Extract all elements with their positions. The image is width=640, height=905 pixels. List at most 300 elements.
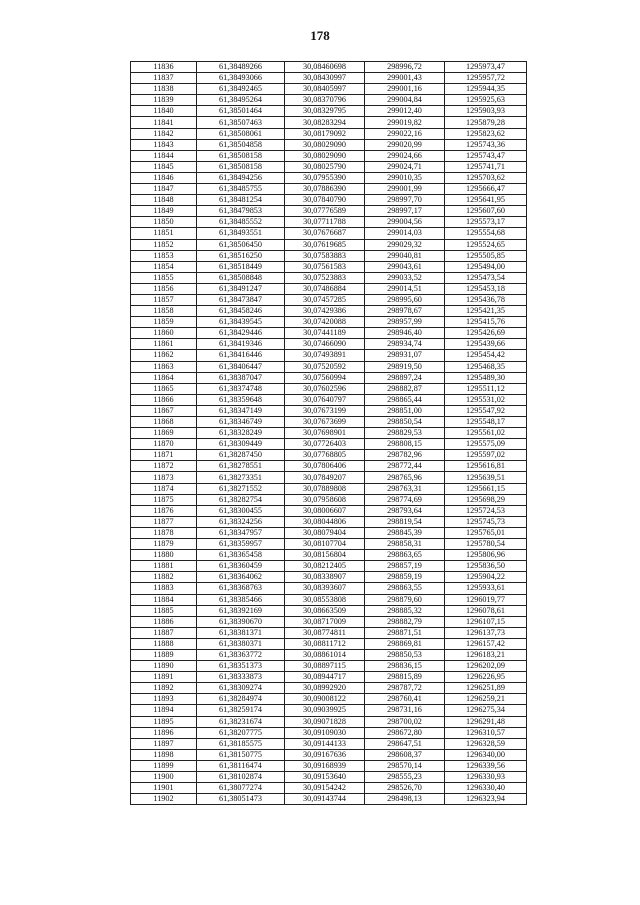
y-coordinate-cell: 1295439,66: [445, 339, 527, 350]
longitude-cell: 30,08430997: [285, 73, 365, 84]
point-number-cell: 11902: [131, 794, 197, 805]
x-coordinate-cell: 298829,53: [365, 428, 445, 439]
table-row: [131, 328, 527, 339]
point-number-cell: 11882: [131, 572, 197, 583]
latitude-cell: 61,38439545: [197, 317, 285, 328]
coordinates-table-body: [131, 62, 527, 805]
y-coordinate-cell: 1295745,73: [445, 516, 527, 527]
x-coordinate-cell: 299019,82: [365, 117, 445, 128]
y-coordinate-cell: 1295547,92: [445, 405, 527, 416]
y-coordinate-cell: 1295639,51: [445, 472, 527, 483]
y-coordinate-cell: 1295904,22: [445, 572, 527, 583]
point-number-cell: 11837: [131, 73, 197, 84]
y-coordinate-cell: 1295879,28: [445, 117, 527, 128]
latitude-cell: 61,38363772: [197, 649, 285, 660]
latitude-cell: 61,38150775: [197, 749, 285, 760]
point-number-cell: 11873: [131, 472, 197, 483]
y-coordinate-cell: 1295903,93: [445, 106, 527, 117]
longitude-cell: 30,09039925: [285, 705, 365, 716]
longitude-cell: 30,08283294: [285, 117, 365, 128]
y-coordinate-cell: 1295494,00: [445, 261, 527, 272]
longitude-cell: 30,07520592: [285, 361, 365, 372]
latitude-cell: 61,38231674: [197, 716, 285, 727]
latitude-cell: 61,38324256: [197, 516, 285, 527]
longitude-cell: 30,07619685: [285, 239, 365, 250]
x-coordinate-cell: 298995,60: [365, 294, 445, 305]
x-coordinate-cell: 299004,84: [365, 95, 445, 106]
y-coordinate-cell: 1295641,95: [445, 195, 527, 206]
coordinates-table: [130, 61, 527, 805]
x-coordinate-cell: 298498,13: [365, 794, 445, 805]
table-row: [131, 106, 527, 117]
y-coordinate-cell: 1296107,15: [445, 616, 527, 627]
table-row: [131, 117, 527, 128]
x-coordinate-cell: 299014,03: [365, 228, 445, 239]
table-row: [131, 772, 527, 783]
x-coordinate-cell: 298672,80: [365, 727, 445, 738]
table-row: [131, 627, 527, 638]
point-number-cell: 11867: [131, 405, 197, 416]
point-number-cell: 11895: [131, 716, 197, 727]
table-row: [131, 616, 527, 627]
x-coordinate-cell: 298793,64: [365, 505, 445, 516]
table-row: [131, 705, 527, 716]
point-number-cell: 11892: [131, 683, 197, 694]
y-coordinate-cell: 1295607,60: [445, 206, 527, 217]
table-row: [131, 505, 527, 516]
x-coordinate-cell: 298808,15: [365, 439, 445, 450]
table-row: [131, 195, 527, 206]
latitude-cell: 61,38051473: [197, 794, 285, 805]
point-number-cell: 11851: [131, 228, 197, 239]
latitude-cell: 61,38273351: [197, 472, 285, 483]
x-coordinate-cell: 299024,66: [365, 150, 445, 161]
latitude-cell: 61,38346749: [197, 417, 285, 428]
x-coordinate-cell: 298919,50: [365, 361, 445, 372]
x-coordinate-cell: 299024,71: [365, 161, 445, 172]
point-number-cell: 11868: [131, 417, 197, 428]
longitude-cell: 30,08717009: [285, 616, 365, 627]
longitude-cell: 30,07640797: [285, 394, 365, 405]
x-coordinate-cell: 298997,70: [365, 195, 445, 206]
latitude-cell: 61,38416446: [197, 350, 285, 361]
x-coordinate-cell: 298760,41: [365, 694, 445, 705]
longitude-cell: 30,09144133: [285, 738, 365, 749]
latitude-cell: 61,38333873: [197, 672, 285, 683]
latitude-cell: 61,38473847: [197, 294, 285, 305]
longitude-cell: 30,09008122: [285, 694, 365, 705]
latitude-cell: 61,38380371: [197, 638, 285, 649]
table-row: [131, 716, 527, 727]
y-coordinate-cell: 1295780,54: [445, 539, 527, 550]
x-coordinate-cell: 298763,31: [365, 483, 445, 494]
y-coordinate-cell: 1295741,71: [445, 161, 527, 172]
y-coordinate-cell: 1295548,17: [445, 417, 527, 428]
longitude-cell: 30,08029090: [285, 150, 365, 161]
x-coordinate-cell: 299012,40: [365, 106, 445, 117]
y-coordinate-cell: 1295661,15: [445, 483, 527, 494]
point-number-cell: 11865: [131, 383, 197, 394]
latitude-cell: 61,38351373: [197, 661, 285, 672]
latitude-cell: 61,38494256: [197, 172, 285, 183]
x-coordinate-cell: 298865,44: [365, 394, 445, 405]
x-coordinate-cell: 299029,32: [365, 239, 445, 250]
point-number-cell: 11888: [131, 638, 197, 649]
table-row: [131, 794, 527, 805]
table-row: [131, 62, 527, 73]
point-number-cell: 11863: [131, 361, 197, 372]
x-coordinate-cell: 299022,16: [365, 128, 445, 139]
y-coordinate-cell: 1295554,68: [445, 228, 527, 239]
point-number-cell: 11870: [131, 439, 197, 450]
table-row: [131, 539, 527, 550]
y-coordinate-cell: 1296310,57: [445, 727, 527, 738]
point-number-cell: 11878: [131, 527, 197, 538]
point-number-cell: 11886: [131, 616, 197, 627]
x-coordinate-cell: 298819,54: [365, 516, 445, 527]
latitude-cell: 61,38491247: [197, 283, 285, 294]
longitude-cell: 30,08663509: [285, 605, 365, 616]
point-number-cell: 11860: [131, 328, 197, 339]
table-row: [131, 383, 527, 394]
longitude-cell: 30,07583883: [285, 250, 365, 261]
point-number-cell: 11872: [131, 461, 197, 472]
table-row: [131, 306, 527, 317]
x-coordinate-cell: 299014,51: [365, 283, 445, 294]
table-row: [131, 339, 527, 350]
longitude-cell: 30,07955390: [285, 172, 365, 183]
y-coordinate-cell: 1296157,42: [445, 638, 527, 649]
latitude-cell: 61,38365458: [197, 550, 285, 561]
table-row: [131, 128, 527, 139]
longitude-cell: 30,07806406: [285, 461, 365, 472]
latitude-cell: 61,38328249: [197, 428, 285, 439]
point-number-cell: 11879: [131, 539, 197, 550]
point-number-cell: 11891: [131, 672, 197, 683]
point-number-cell: 11858: [131, 306, 197, 317]
latitude-cell: 61,38368763: [197, 583, 285, 594]
longitude-cell: 30,07673699: [285, 417, 365, 428]
point-number-cell: 11859: [131, 317, 197, 328]
latitude-cell: 61,38392169: [197, 605, 285, 616]
longitude-cell: 30,07493891: [285, 350, 365, 361]
table-row: [131, 638, 527, 649]
latitude-cell: 61,38360459: [197, 561, 285, 572]
y-coordinate-cell: 1296330,40: [445, 783, 527, 794]
table-row: [131, 683, 527, 694]
y-coordinate-cell: 1295724,53: [445, 505, 527, 516]
x-coordinate-cell: 298978,67: [365, 306, 445, 317]
latitude-cell: 61,38485552: [197, 217, 285, 228]
x-coordinate-cell: 298700,02: [365, 716, 445, 727]
longitude-cell: 30,07768805: [285, 450, 365, 461]
table-row: [131, 317, 527, 328]
longitude-cell: 30,07602596: [285, 383, 365, 394]
longitude-cell: 30,08553808: [285, 594, 365, 605]
point-number-cell: 11885: [131, 605, 197, 616]
latitude-cell: 61,38492465: [197, 84, 285, 95]
point-number-cell: 11901: [131, 783, 197, 794]
x-coordinate-cell: 298647,51: [365, 738, 445, 749]
longitude-cell: 30,09168939: [285, 760, 365, 771]
latitude-cell: 61,38102874: [197, 772, 285, 783]
longitude-cell: 30,07726403: [285, 439, 365, 450]
table-row: [131, 760, 527, 771]
point-number-cell: 11898: [131, 749, 197, 760]
longitude-cell: 30,08212405: [285, 561, 365, 572]
point-number-cell: 11887: [131, 627, 197, 638]
x-coordinate-cell: 298869,81: [365, 638, 445, 649]
y-coordinate-cell: 1296339,56: [445, 760, 527, 771]
y-coordinate-cell: 1295973,47: [445, 62, 527, 73]
point-number-cell: 11848: [131, 195, 197, 206]
longitude-cell: 30,08774811: [285, 627, 365, 638]
point-number-cell: 11899: [131, 760, 197, 771]
x-coordinate-cell: 298997,17: [365, 206, 445, 217]
y-coordinate-cell: 1295575,09: [445, 439, 527, 450]
longitude-cell: 30,07889808: [285, 483, 365, 494]
table-row: [131, 594, 527, 605]
y-coordinate-cell: 1296291,48: [445, 716, 527, 727]
y-coordinate-cell: 1295743,36: [445, 139, 527, 150]
x-coordinate-cell: 298765,96: [365, 472, 445, 483]
y-coordinate-cell: 1295531,02: [445, 394, 527, 405]
table-row: [131, 350, 527, 361]
latitude-cell: 61,38508061: [197, 128, 285, 139]
x-coordinate-cell: 299001,99: [365, 184, 445, 195]
table-row: [131, 261, 527, 272]
table-row: [131, 417, 527, 428]
latitude-cell: 61,38309274: [197, 683, 285, 694]
longitude-cell: 30,08370796: [285, 95, 365, 106]
y-coordinate-cell: 1295426,69: [445, 328, 527, 339]
x-coordinate-cell: 299033,52: [365, 272, 445, 283]
latitude-cell: 61,38518449: [197, 261, 285, 272]
latitude-cell: 61,38347957: [197, 527, 285, 538]
y-coordinate-cell: 1295698,29: [445, 494, 527, 505]
table-row: [131, 84, 527, 95]
y-coordinate-cell: 1296340,00: [445, 749, 527, 760]
latitude-cell: 61,38259174: [197, 705, 285, 716]
point-number-cell: 11874: [131, 483, 197, 494]
y-coordinate-cell: 1295421,35: [445, 306, 527, 317]
y-coordinate-cell: 1295573,17: [445, 217, 527, 228]
y-coordinate-cell: 1295666,47: [445, 184, 527, 195]
table-row: [131, 217, 527, 228]
longitude-cell: 30,09143744: [285, 794, 365, 805]
latitude-cell: 61,38287450: [197, 450, 285, 461]
y-coordinate-cell: 1296202,09: [445, 661, 527, 672]
y-coordinate-cell: 1296323,94: [445, 794, 527, 805]
point-number-cell: 11890: [131, 661, 197, 672]
y-coordinate-cell: 1296259,21: [445, 694, 527, 705]
longitude-cell: 30,08405997: [285, 84, 365, 95]
y-coordinate-cell: 1295415,76: [445, 317, 527, 328]
point-number-cell: 11875: [131, 494, 197, 505]
longitude-cell: 30,07886390: [285, 184, 365, 195]
table-row: [131, 95, 527, 106]
point-number-cell: 11857: [131, 294, 197, 305]
x-coordinate-cell: 298934,74: [365, 339, 445, 350]
table-row: [131, 172, 527, 183]
y-coordinate-cell: 1296078,61: [445, 605, 527, 616]
point-number-cell: 11889: [131, 649, 197, 660]
x-coordinate-cell: 298871,51: [365, 627, 445, 638]
point-number-cell: 11876: [131, 505, 197, 516]
longitude-cell: 30,08992920: [285, 683, 365, 694]
point-number-cell: 11855: [131, 272, 197, 283]
longitude-cell: 30,07561583: [285, 261, 365, 272]
latitude-cell: 61,38458246: [197, 306, 285, 317]
latitude-cell: 61,38381371: [197, 627, 285, 638]
x-coordinate-cell: 298608,37: [365, 749, 445, 760]
longitude-cell: 30,08861014: [285, 649, 365, 660]
table-row: [131, 527, 527, 538]
x-coordinate-cell: 298731,16: [365, 705, 445, 716]
point-number-cell: 11864: [131, 372, 197, 383]
x-coordinate-cell: 298526,70: [365, 783, 445, 794]
longitude-cell: 30,08338907: [285, 572, 365, 583]
x-coordinate-cell: 298863,55: [365, 583, 445, 594]
y-coordinate-cell: 1295836,50: [445, 561, 527, 572]
y-coordinate-cell: 1295454,42: [445, 350, 527, 361]
point-number-cell: 11866: [131, 394, 197, 405]
y-coordinate-cell: 1296137,73: [445, 627, 527, 638]
x-coordinate-cell: 298882,79: [365, 616, 445, 627]
longitude-cell: 30,07776589: [285, 206, 365, 217]
latitude-cell: 61,38271552: [197, 483, 285, 494]
latitude-cell: 61,38516250: [197, 250, 285, 261]
longitude-cell: 30,07560994: [285, 372, 365, 383]
point-number-cell: 11852: [131, 239, 197, 250]
point-number-cell: 11844: [131, 150, 197, 161]
table-row: [131, 472, 527, 483]
table-row: [131, 672, 527, 683]
latitude-cell: 61,38390670: [197, 616, 285, 627]
table-row: [131, 550, 527, 561]
page-number: 178: [310, 28, 330, 43]
table-row: [131, 161, 527, 172]
point-number-cell: 11881: [131, 561, 197, 572]
longitude-cell: 30,07958608: [285, 494, 365, 505]
longitude-cell: 30,07429386: [285, 306, 365, 317]
y-coordinate-cell: 1295453,18: [445, 283, 527, 294]
table-row: [131, 583, 527, 594]
table-row: [131, 272, 527, 283]
point-number-cell: 11856: [131, 283, 197, 294]
y-coordinate-cell: 1295468,35: [445, 361, 527, 372]
latitude-cell: 61,38284974: [197, 694, 285, 705]
point-number-cell: 11877: [131, 516, 197, 527]
y-coordinate-cell: 1295823,62: [445, 128, 527, 139]
latitude-cell: 61,38508158: [197, 150, 285, 161]
longitude-cell: 30,09154242: [285, 783, 365, 794]
longitude-cell: 30,08025790: [285, 161, 365, 172]
y-coordinate-cell: 1295436,78: [445, 294, 527, 305]
point-number-cell: 11853: [131, 250, 197, 261]
latitude-cell: 61,38406447: [197, 361, 285, 372]
latitude-cell: 61,38207775: [197, 727, 285, 738]
x-coordinate-cell: 299040,81: [365, 250, 445, 261]
longitude-cell: 30,07486884: [285, 283, 365, 294]
table-row: [131, 139, 527, 150]
point-number-cell: 11880: [131, 550, 197, 561]
latitude-cell: 61,38077274: [197, 783, 285, 794]
y-coordinate-cell: 1296226,95: [445, 672, 527, 683]
x-coordinate-cell: 298897,24: [365, 372, 445, 383]
y-coordinate-cell: 1295616,81: [445, 461, 527, 472]
latitude-cell: 61,38481254: [197, 195, 285, 206]
point-number-cell: 11869: [131, 428, 197, 439]
longitude-cell: 30,08179092: [285, 128, 365, 139]
latitude-cell: 61,38359648: [197, 394, 285, 405]
table-row: [131, 572, 527, 583]
table-row: [131, 405, 527, 416]
point-number-cell: 11900: [131, 772, 197, 783]
longitude-cell: 30,08329795: [285, 106, 365, 117]
latitude-cell: 61,38489266: [197, 62, 285, 73]
table-row: [131, 738, 527, 749]
longitude-cell: 30,08811712: [285, 638, 365, 649]
longitude-cell: 30,07441189: [285, 328, 365, 339]
y-coordinate-cell: 1295925,63: [445, 95, 527, 106]
y-coordinate-cell: 1295489,30: [445, 372, 527, 383]
point-number-cell: 11840: [131, 106, 197, 117]
y-coordinate-cell: 1295944,35: [445, 84, 527, 95]
y-coordinate-cell: 1296275,34: [445, 705, 527, 716]
x-coordinate-cell: 299004,56: [365, 217, 445, 228]
longitude-cell: 30,09109030: [285, 727, 365, 738]
y-coordinate-cell: 1296183,21: [445, 649, 527, 660]
x-coordinate-cell: 298772,44: [365, 461, 445, 472]
x-coordinate-cell: 298885,32: [365, 605, 445, 616]
longitude-cell: 30,08044806: [285, 516, 365, 527]
x-coordinate-cell: 298858,31: [365, 539, 445, 550]
latitude-cell: 61,38387047: [197, 372, 285, 383]
longitude-cell: 30,07849207: [285, 472, 365, 483]
point-number-cell: 11845: [131, 161, 197, 172]
y-coordinate-cell: 1295505,85: [445, 250, 527, 261]
point-number-cell: 11841: [131, 117, 197, 128]
point-number-cell: 11854: [131, 261, 197, 272]
x-coordinate-cell: 298851,00: [365, 405, 445, 416]
table-row: [131, 561, 527, 572]
table-row: [131, 228, 527, 239]
longitude-cell: 30,09071828: [285, 716, 365, 727]
table-row: [131, 372, 527, 383]
y-coordinate-cell: 1295561,02: [445, 428, 527, 439]
point-number-cell: 11862: [131, 350, 197, 361]
x-coordinate-cell: 298957,99: [365, 317, 445, 328]
x-coordinate-cell: 299010,35: [365, 172, 445, 183]
point-number-cell: 11896: [131, 727, 197, 738]
latitude-cell: 61,38493551: [197, 228, 285, 239]
table-row: [131, 428, 527, 439]
y-coordinate-cell: 1295957,72: [445, 73, 527, 84]
y-coordinate-cell: 1295806,96: [445, 550, 527, 561]
table-row: [131, 483, 527, 494]
table-row: [131, 727, 527, 738]
longitude-cell: 30,08897115: [285, 661, 365, 672]
longitude-cell: 30,07466090: [285, 339, 365, 350]
table-row: [131, 150, 527, 161]
longitude-cell: 30,07673199: [285, 405, 365, 416]
y-coordinate-cell: 1296328,59: [445, 738, 527, 749]
x-coordinate-cell: 298946,40: [365, 328, 445, 339]
point-number-cell: 11842: [131, 128, 197, 139]
point-number-cell: 11838: [131, 84, 197, 95]
x-coordinate-cell: 298931,07: [365, 350, 445, 361]
